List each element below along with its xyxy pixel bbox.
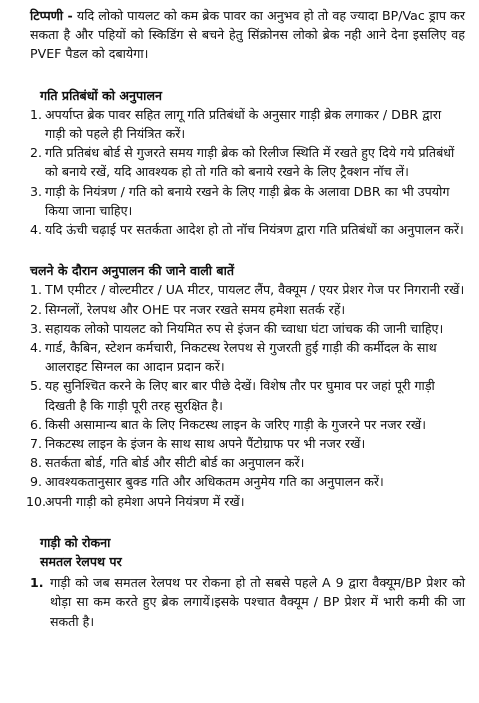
- list-item-number: 10.: [26, 493, 47, 509]
- list-item-text: यह सुनिश्चित करने के लिए बार बार पीछे देखें। विशेष तौर पर घुमाव पर जहां पूरी गाड़ी दिखती है कि गाड़ी पूरी तरह सुरक्षित है।: [45, 378, 435, 413]
- list-item-number: 5.: [30, 378, 43, 394]
- list-item-text: निकटस्थ लाइन के इंजन के साथ साथ अपने पैंटोग्राफ पर भी नजर रखें।: [45, 436, 366, 452]
- list-item: [30, 472, 465, 491]
- list-item-number: 7.: [30, 436, 43, 452]
- list-item: [30, 300, 465, 319]
- list-item: [30, 453, 465, 472]
- list-item-text: गति प्रतिबंध बोर्ड से गुजरते समय गाड़ी ब्रेक को रिलीज स्थिति में रखते हुए दिये गये प्रतिबंधों को बनाये रखें, यदि आवश्यक हो तो गति को बनाये रखने के लिए ट्रैक्शन नॉच लें।: [45, 145, 455, 180]
- list-item-text: गाड़ी के नियंत्रण / गति को बनाये रखने के लिए गाड़ी ब्रेक के अलावा DBR का भी उपयोग किया जाना चाहिए।: [45, 183, 450, 218]
- list-item: [30, 319, 465, 338]
- list-item: [30, 573, 465, 631]
- list-item-number: 2.: [30, 145, 43, 161]
- list-item-number: 1.: [30, 575, 44, 591]
- list-item-text: सतर्कता बोर्ड, गति बोर्ड और सीटी बोर्ड का अनुपालन करें।: [45, 455, 305, 471]
- list-item: [30, 143, 465, 181]
- list-item-number: 9.: [30, 474, 43, 490]
- list-item-number: 4.: [30, 340, 43, 356]
- list-item-number: 1.: [30, 106, 43, 122]
- note-text: यदि लोको पायलट को कम ब्रेक पावर का अनुभव हो तो वह ज्यादा BP/Vac ड्राप कर सकता है और पहियों को स्किडिंग से बचने हेतु सिंक्रोनस लोको ब्रेक नही आने देना इसलिए वह PVEF पैडल को दबायेगा।: [30, 8, 466, 62]
- list-item-number: 2.: [30, 301, 43, 317]
- list-item-text: सहायक लोको पायलट को नियमित रुप से इंजन की च्वाधा घंटा जांचक की जानी चाहिए।: [45, 320, 444, 336]
- section-heading-speed-restrictions: गति प्रतिबंधों को अनुपालन: [40, 87, 162, 103]
- list-item-text: आवश्यकतानुसार बुक्ड गति और अधिकतम अनुमेय गति का अनुपालन करें।: [45, 474, 384, 490]
- list-item-text: सिग्नलों, रेलपथ और OHE पर नजर रखते समय हमेशा सतर्क रहें।: [45, 301, 346, 317]
- note-paragraph: [30, 6, 465, 64]
- list-item-text: गाड़ी को जब समतल रेलपथ पर रोकना हो तो सबसे पहले A 9 द्वारा वैक्यूम/BP प्रेशर को थोड़ा सा कम करते हुए ब्रेक लगायें।इसके पश्चात वैक्यूम / BP प्रेशर में भारी कमी की जा सकती है।: [50, 575, 465, 629]
- section-heading-stopping-train: गाड़ी को रोकना: [40, 534, 111, 550]
- list-item-text: किसी असामान्य बात के लिए निकटस्थ लाइन के जरिए गाड़ी के गुजरने पर नजर रखें।: [45, 416, 426, 432]
- list-item: [26, 492, 465, 511]
- section-subheading-level-track: समतल रेलपथ पर: [40, 554, 122, 570]
- section-heading-while-running: चलने के दौरान अनुपालन की जाने वाली बातें: [30, 263, 235, 279]
- list-item-text: TM एमीटर / वोल्टमीटर / UA मीटर, पायलट लैंप, वैक्यूम / एयर प्रेशर गेज पर निगरानी रखें।: [45, 282, 465, 298]
- list-item-number: 3.: [30, 320, 43, 336]
- list-item-number: 3.: [30, 183, 43, 199]
- list-item: [30, 415, 465, 434]
- list-item-number: 4.: [30, 222, 43, 238]
- list-item: [30, 220, 465, 239]
- note-label: टिप्पणी -: [30, 8, 73, 23]
- list-item: [30, 338, 465, 376]
- list-item-number: 6.: [30, 416, 43, 432]
- list-item: [30, 182, 465, 220]
- stopping-train-list: [30, 573, 465, 631]
- list-item: [30, 105, 465, 143]
- list-item: [30, 280, 465, 299]
- list-item-number: 1.: [30, 282, 43, 298]
- list-item-text: अपनी गाड़ी को हमेशा अपने नियंत्रण में रखें।: [45, 493, 245, 509]
- list-item-number: 8.: [30, 455, 43, 471]
- list-item-text: गार्ड, कैबिन, स्टेशन कर्मचारी, निकटस्थ रेलपथ से गुजरती हुई गाड़ी की कर्मीदल के साथ आलराइट सिग्नल का आदान प्रदान करें।: [45, 340, 437, 375]
- speed-restrictions-list: [30, 105, 465, 239]
- list-item-text: यदि ऊंची चढ़ाई पर सतर्कता आदेश हो तो नॉच नियंत्रण द्वारा गति प्रतिबंधों का अनुपालन करें।: [45, 222, 464, 238]
- list-item: [30, 376, 465, 414]
- list-item-text: अपर्याप्त ब्रेक पावर सहित लागू गति प्रतिबंधों के अनुसार गाड़ी ब्रेक लगाकर / DBR द्वारा गाड़ी को पहले ही नियंत्रित करें।: [45, 106, 442, 142]
- while-running-list: [26, 280, 465, 510]
- list-item: [30, 434, 465, 453]
